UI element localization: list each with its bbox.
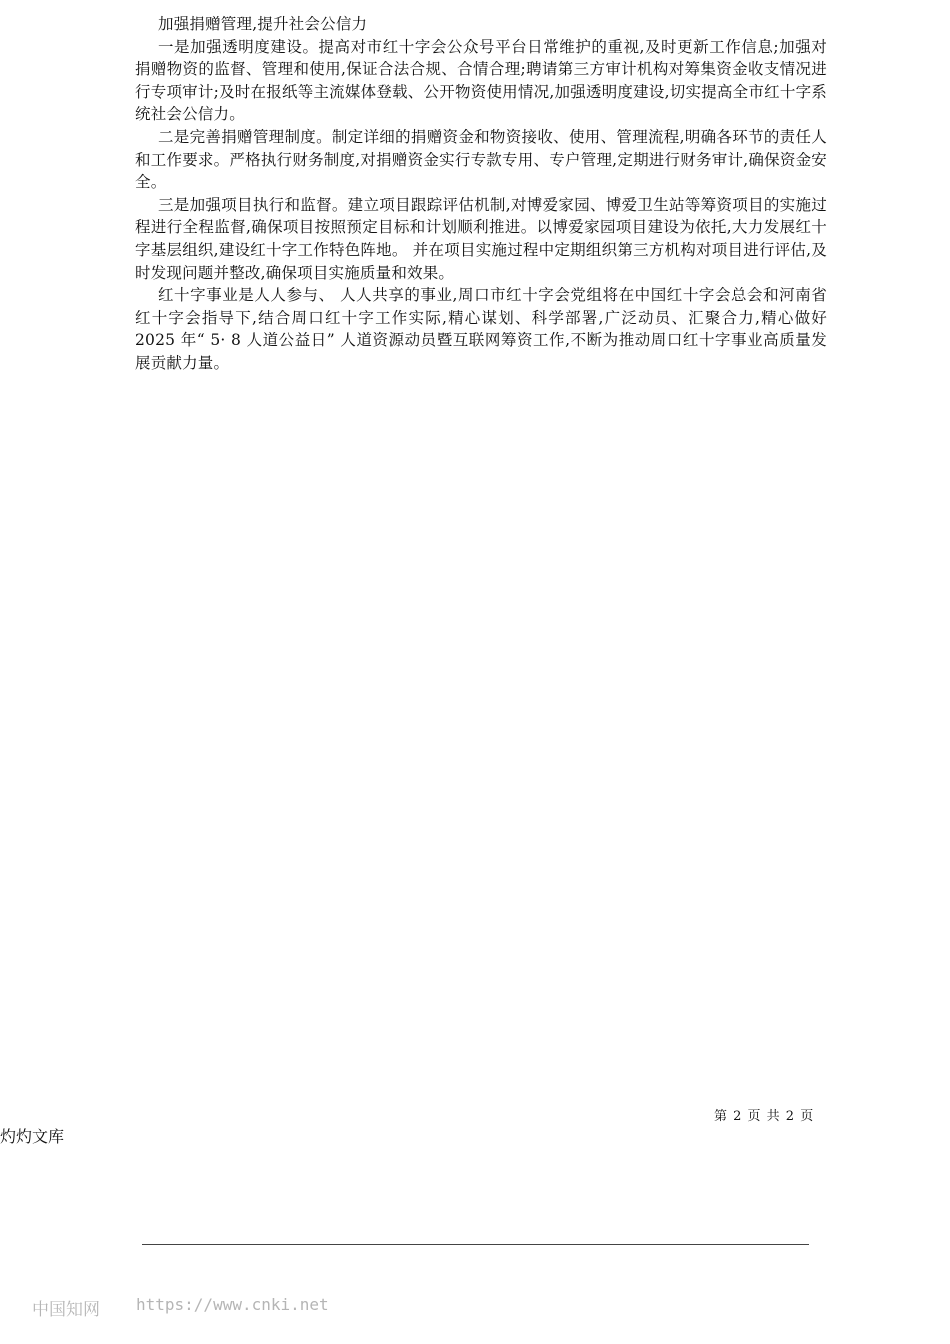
cnki-watermark-url: https://www.cnki.net bbox=[136, 1295, 329, 1314]
paragraph-conclusion: 红十字事业是人人参与、 人人共享的事业,周口市红十字会党组将在中国红十字会总会和河南省红十字会指导下,结合周口红十字工作实际,精心谋划、科学部署,广泛动员、汇聚合力,精心做好 2025 年“ 5· 8 人道公益日” 人道资源动员暨互联网筹资工作,不断为推动周口红十字事业高质量发展贡献力量。 bbox=[135, 286, 827, 372]
paragraph-transparency: 一是加强透明度建设。提高对市红十字会公众号平台日常维护的重视,及时更新工作信息;加强对捐赠物资的监督、管理和使用,保证合法合规、合情合理;聘请第三方审计机构对筹集资金收支情况进行专项审计;及时在报纸等主流媒体登载、公开物资使用情况,加强透明度建设,切实提高全市红十字系统社会公信力。 bbox=[135, 37, 827, 124]
cnki-watermark: 中国知网 bbox=[32, 1300, 100, 1320]
section-heading: 加强捐赠管理,提升社会公信力 bbox=[158, 15, 368, 33]
paragraph-project-supervision: 三是加强项目执行和监督。建立项目跟踪评估机制,对博爱家园、博爱卫生站等筹资项目的实施过程进行全程监督,确保项目按照预定目标和计划顺利推进。以博爱家园项目建设为依托,大力发展红十字基层组织,建设红十字工作特色阵地。 并在项目实施过程中定期组织第三方机构对项目进行评估,及时发现问题并整改,确保项目实施质量和效果。 bbox=[135, 195, 827, 282]
document-body bbox=[135, 13, 827, 375]
paragraph-management-system: 二是完善捐赠管理制度。制定详细的捐赠资金和物资接收、使用、管理流程,明确各环节的责任人和工作要求。严格执行财务制度,对捐赠资金实行专款专用、专户管理,定期进行财务审计,确保资金安全。 bbox=[135, 127, 827, 192]
page-number: 第 2 页 共 2 页 bbox=[714, 1109, 815, 1124]
footer-divider bbox=[142, 1244, 809, 1245]
library-name: 灼灼文库 bbox=[0, 1127, 65, 1146]
